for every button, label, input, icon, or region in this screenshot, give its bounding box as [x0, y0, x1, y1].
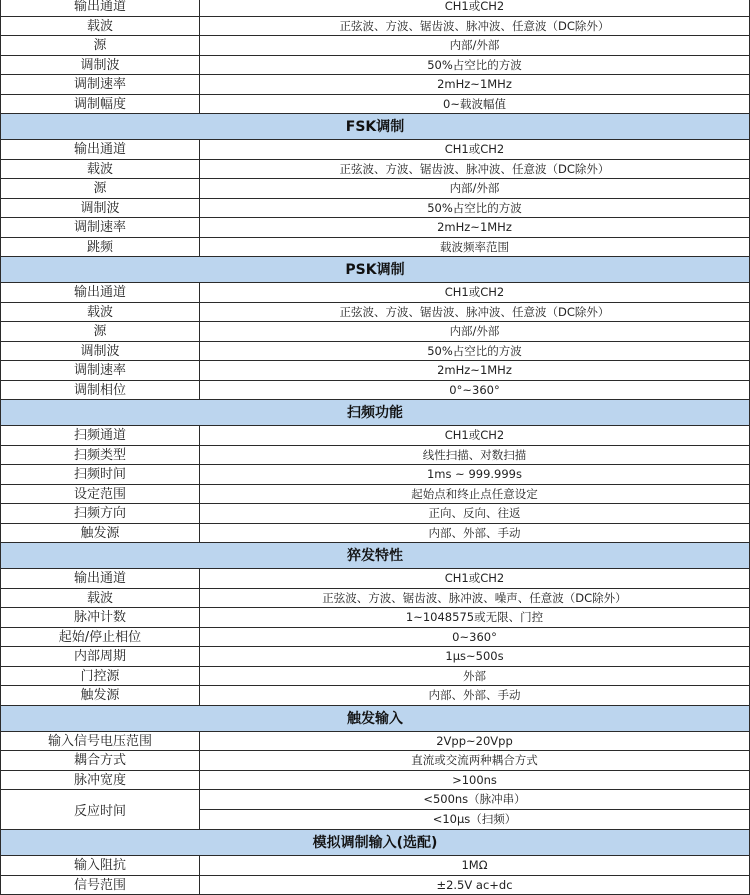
row-label: 耦合方式 [1, 751, 200, 770]
section-burst [0, 543, 750, 706]
row-value: <10μs（扫频） [200, 809, 749, 829]
row-label: 载波 [1, 589, 200, 608]
row-label: 扫频通道 [1, 426, 200, 445]
row-value: 1ms ~ 999.999s [200, 465, 749, 484]
table-row-multi [0, 790, 750, 830]
row-value: 起始点和终止点任意设定 [200, 485, 749, 504]
table-row [0, 303, 750, 323]
table-row [0, 17, 750, 37]
row-label: 载波 [1, 303, 200, 322]
table-row [0, 199, 750, 219]
row-value: 正弦波、方波、锯齿波、脉冲波、任意波（DC除外） [200, 17, 749, 36]
row-value: 内部、外部、手动 [200, 524, 749, 543]
section-analog-mod-input [0, 830, 750, 895]
table-row [0, 628, 750, 648]
row-value: CH1或CH2 [200, 426, 749, 445]
table-row [0, 608, 750, 628]
table-row [0, 95, 750, 115]
row-value: 50%占空比的方波 [200, 199, 749, 218]
row-label: 脉冲计数 [1, 608, 200, 627]
row-value: 50%占空比的方波 [200, 342, 749, 361]
section-title: 扫频功能 [0, 400, 750, 426]
row-value: 正弦波、方波、锯齿波、脉冲波、任意波（DC除外） [200, 160, 749, 179]
row-label: 调制速率 [1, 218, 200, 237]
row-value: 正弦波、方波、锯齿波、脉冲波、任意波（DC除外） [200, 303, 749, 322]
table-row [0, 0, 750, 17]
table-row [0, 140, 750, 160]
section-sweep [0, 400, 750, 543]
row-label: 跳频 [1, 238, 200, 257]
section-title: PSK调制 [0, 257, 750, 283]
row-label: 扫频时间 [1, 465, 200, 484]
table-row [0, 361, 750, 381]
table-row [0, 446, 750, 466]
table-row [0, 732, 750, 752]
table-row [0, 381, 750, 401]
row-value: ±2.5V ac+dc [200, 876, 749, 895]
table-row [0, 876, 750, 895]
section-fsk [0, 114, 750, 257]
row-label: 触发源 [1, 686, 200, 705]
row-value: 外部 [200, 667, 749, 686]
row-label: 源 [1, 36, 200, 55]
row-label: 设定范围 [1, 485, 200, 504]
row-label: 信号范围 [1, 876, 200, 895]
row-value: 2mHz~1MHz [200, 75, 749, 94]
row-value: 直流或交流两种耦合方式 [200, 751, 749, 770]
table-row [0, 218, 750, 238]
row-value: CH1或CH2 [200, 140, 749, 159]
row-label: 反应时间 [1, 790, 200, 829]
section-am [0, 0, 750, 114]
table-row [0, 56, 750, 76]
table-row [0, 856, 750, 876]
row-label: 输出通道 [1, 140, 200, 159]
row-label: 源 [1, 179, 200, 198]
section-title: 触发输入 [0, 706, 750, 732]
row-label: 载波 [1, 160, 200, 179]
row-label: 调制波 [1, 199, 200, 218]
row-label: 调制相位 [1, 381, 200, 400]
table-row [0, 283, 750, 303]
table-row [0, 426, 750, 446]
section-title: 模拟调制输入(选配) [0, 830, 750, 856]
table-row [0, 751, 750, 771]
table-row [0, 36, 750, 56]
row-label: 输入阻抗 [1, 856, 200, 875]
row-label: 调制速率 [1, 75, 200, 94]
row-label: 脉冲宽度 [1, 771, 200, 790]
row-value: 载波频率范围 [200, 238, 749, 257]
table-row [0, 179, 750, 199]
table-row [0, 160, 750, 180]
row-label: 调制波 [1, 56, 200, 75]
row-value: 0~360° [200, 628, 749, 647]
section-trigger-input [0, 706, 750, 831]
row-label: 扫频方向 [1, 504, 200, 523]
row-value: 0~载波幅值 [200, 95, 749, 114]
row-value: 内部/外部 [200, 36, 749, 55]
row-label: 载波 [1, 17, 200, 36]
row-value: 内部/外部 [200, 179, 749, 198]
row-label: 调制波 [1, 342, 200, 361]
row-value: CH1或CH2 [200, 0, 749, 16]
row-value: 1MΩ [200, 856, 749, 875]
row-value: <500ns（脉冲串） [200, 790, 749, 809]
row-label: 调制速率 [1, 361, 200, 380]
row-label: 触发源 [1, 524, 200, 543]
table-row [0, 647, 750, 667]
table-row [0, 342, 750, 362]
table-row [0, 589, 750, 609]
row-value: CH1或CH2 [200, 569, 749, 588]
row-value: 正向、反向、往返 [200, 504, 749, 523]
row-label: 输出通道 [1, 283, 200, 302]
row-value: >100ns [200, 771, 749, 790]
row-value: 1~1048575或无限、门控 [200, 608, 749, 627]
table-row [0, 771, 750, 791]
row-values [200, 790, 749, 829]
row-label: 门控源 [1, 667, 200, 686]
row-label: 输出通道 [1, 569, 200, 588]
row-value: 1μs~500s [200, 647, 749, 666]
table-row [0, 322, 750, 342]
section-psk [0, 257, 750, 400]
row-label: 源 [1, 322, 200, 341]
row-value: 2mHz~1MHz [200, 218, 749, 237]
table-row [0, 569, 750, 589]
row-label: 起始/停止相位 [1, 628, 200, 647]
row-value: 内部、外部、手动 [200, 686, 749, 705]
row-value: 2mHz~1MHz [200, 361, 749, 380]
table-row [0, 524, 750, 544]
section-title: 猝发特性 [0, 543, 750, 569]
table-row [0, 465, 750, 485]
row-value: 线性扫描、对数扫描 [200, 446, 749, 465]
table-row [0, 75, 750, 95]
row-label: 输出通道 [1, 0, 200, 16]
row-label: 内部周期 [1, 647, 200, 666]
table-row [0, 238, 750, 258]
table-row [0, 667, 750, 687]
row-value: 0°~360° [200, 381, 749, 400]
row-value: 正弦波、方波、锯齿波、脉冲波、噪声、任意波（DC除外） [200, 589, 749, 608]
row-label: 扫频类型 [1, 446, 200, 465]
row-label: 调制幅度 [1, 95, 200, 114]
table-row [0, 485, 750, 505]
row-value: 50%占空比的方波 [200, 56, 749, 75]
row-value: CH1或CH2 [200, 283, 749, 302]
row-value: 内部/外部 [200, 322, 749, 341]
row-value: 2Vpp~20Vpp [200, 732, 749, 751]
section-title: FSK调制 [0, 114, 750, 140]
row-label: 输入信号电压范围 [1, 732, 200, 751]
table-row [0, 504, 750, 524]
table-row [0, 686, 750, 706]
